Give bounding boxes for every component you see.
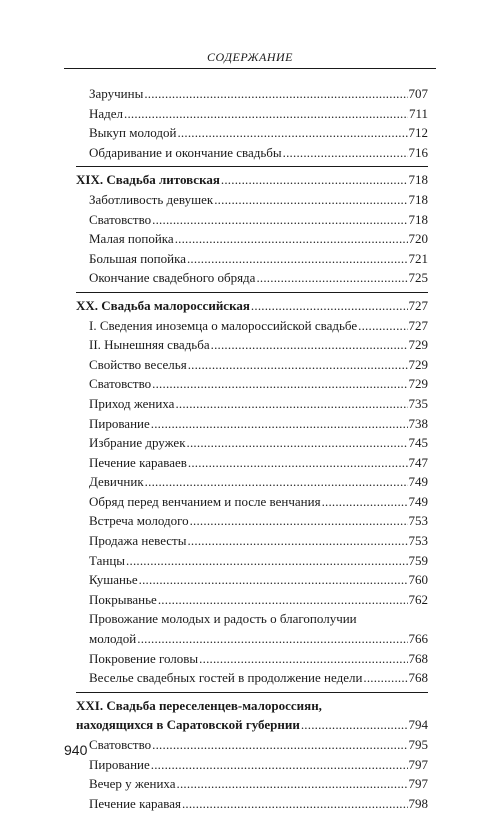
- toc-entry-page: 797: [408, 756, 428, 772]
- toc-entry-page: 738: [408, 415, 428, 431]
- toc-entry-page: 729: [408, 356, 428, 372]
- toc-entry[interactable]: [76, 668, 428, 688]
- toc-entry-title: Обдаривание и окончание свадьбы: [89, 144, 282, 160]
- section-divider: [76, 692, 428, 693]
- toc-entry[interactable]: [76, 453, 428, 473]
- toc-entry[interactable]: [76, 210, 428, 230]
- toc-entry-page: 745: [408, 435, 428, 451]
- toc-entry-title: Приход жениха: [89, 395, 175, 411]
- toc-entry[interactable]: [76, 104, 428, 124]
- toc-entry[interactable]: [76, 629, 428, 649]
- toc-entry[interactable]: [76, 229, 428, 249]
- toc-leader: [358, 316, 407, 336]
- toc-leader: [145, 472, 408, 492]
- toc-entry-title: Надел: [89, 105, 124, 121]
- toc-entry[interactable]: [76, 649, 428, 669]
- toc-entry-page: 768: [408, 670, 428, 686]
- toc-entry-title: Покровение головы: [89, 650, 199, 666]
- toc-entry-title: Сватовство: [89, 211, 152, 227]
- toc-entry[interactable]: [76, 735, 428, 755]
- toc-entry[interactable]: [76, 774, 428, 794]
- toc-leader: [188, 355, 408, 375]
- toc-entry-page: 760: [408, 572, 428, 588]
- toc-entry-title: Вечер у жениха: [89, 776, 176, 792]
- toc-section-title: находящихся в Саратовской губернии: [76, 717, 300, 733]
- toc-entry-page: 729: [408, 337, 428, 353]
- toc-leader: [175, 394, 407, 414]
- toc-entry-title: Продажа невесты: [89, 533, 187, 549]
- toc-section-title: XX. Свадьба малороссийская: [76, 297, 250, 313]
- section-divider: [76, 292, 428, 293]
- toc-entry-page: 735: [408, 395, 428, 411]
- toc-entry-title: Заботливость девушек: [89, 191, 214, 207]
- toc-leader: [152, 735, 407, 755]
- toc-entry-title: Избрание дружек: [89, 435, 186, 451]
- toc-entry[interactable]: [76, 433, 428, 453]
- toc-entry-title: Обряд перед венчанием и после венчания: [89, 493, 321, 509]
- header-rule: [64, 68, 436, 69]
- toc-entry-title: Пирование: [89, 415, 150, 431]
- toc-leader: [221, 170, 408, 190]
- toc-entry-page: 766: [408, 631, 428, 647]
- toc-leader: [177, 774, 408, 794]
- toc-entry-title: Заручины: [89, 86, 144, 101]
- toc-leader: [182, 794, 408, 813]
- toc-leader: [301, 715, 408, 735]
- toc-section-title: XIX. Свадьба литовская: [76, 172, 220, 188]
- toc-leader: [124, 104, 408, 124]
- toc-section-title-line[interactable]: XXI. Свадьба переселенцев-малороссиян,: [76, 697, 322, 713]
- toc-entry[interactable]: [76, 355, 428, 375]
- toc-entry-page: 721: [408, 250, 428, 266]
- toc-leader: [322, 492, 408, 512]
- table-of-contents: [76, 84, 428, 813]
- toc-entry-page: 749: [408, 474, 428, 490]
- toc-leader: [283, 143, 408, 163]
- toc-leader: [137, 629, 407, 649]
- toc-entry-page: 747: [408, 454, 428, 470]
- toc-section-page: 794: [408, 717, 428, 733]
- toc-entry[interactable]: [76, 143, 428, 163]
- toc-entry-title: Свойство веселья: [89, 356, 187, 372]
- toc-entry-title: Печение караваев: [89, 454, 187, 470]
- toc-section-page: 718: [408, 172, 428, 188]
- toc-leader: [199, 649, 407, 669]
- toc-leader: [363, 668, 407, 688]
- toc-leader: [151, 755, 408, 775]
- toc-entry[interactable]: [76, 590, 428, 610]
- toc-entry-title: Сватовство: [89, 737, 152, 752]
- toc-entry-page: 720: [408, 231, 428, 247]
- toc-entry[interactable]: [76, 755, 428, 775]
- toc-entry-title: молодой: [89, 631, 137, 647]
- toc-entry-page: 768: [408, 650, 428, 666]
- toc-entry[interactable]: [76, 394, 428, 414]
- toc-entry-title: Веселье свадебных гостей в продолжение недели: [89, 670, 363, 686]
- section-divider: [76, 166, 428, 167]
- toc-entry[interactable]: [76, 190, 428, 210]
- toc-leader: [187, 531, 407, 551]
- toc-entry-page: 716: [408, 144, 428, 160]
- toc-entry-page: 718: [408, 191, 428, 207]
- toc-entry-title: Выкуп молодой: [89, 125, 177, 141]
- running-header: СОДЕРЖАНИЕ: [206, 50, 294, 64]
- toc-entry[interactable]: [76, 84, 428, 104]
- toc-entry-page: 753: [408, 513, 428, 529]
- toc-entry[interactable]: [76, 794, 428, 813]
- toc-entry[interactable]: [76, 492, 428, 512]
- toc-entry-title: Печение каравая: [89, 795, 181, 811]
- toc-entry[interactable]: [76, 414, 428, 434]
- toc-entry-title: Большая попойка: [89, 250, 186, 266]
- toc-section-heading[interactable]: [76, 296, 428, 316]
- toc-entry-page: 727: [408, 317, 428, 333]
- toc-entry-page: 762: [408, 591, 428, 607]
- toc-entry-page: 759: [408, 552, 428, 568]
- toc-leader: [158, 590, 408, 610]
- toc-entry-page: 795: [408, 737, 428, 752]
- toc-leader: [211, 335, 408, 355]
- toc-leader: [177, 123, 407, 143]
- toc-entry[interactable]: [76, 268, 428, 288]
- page-number: 940: [64, 742, 88, 758]
- toc-leader: [144, 84, 407, 104]
- toc-entry-title: Девичник: [89, 474, 144, 490]
- toc-leader: [188, 453, 408, 473]
- toc-entry[interactable]: [76, 316, 428, 336]
- toc-leader: [175, 229, 408, 249]
- toc-entry[interactable]: [76, 472, 428, 492]
- toc-entry-page: 711: [408, 105, 428, 121]
- toc-entry[interactable]: [76, 551, 428, 571]
- toc-entry[interactable]: [76, 335, 428, 355]
- toc-entry-title: Пирование: [89, 756, 150, 772]
- toc-entry[interactable]: [76, 531, 428, 551]
- toc-entry[interactable]: [76, 511, 428, 531]
- toc-entry-page: 725: [408, 270, 428, 286]
- toc-leader: [152, 374, 407, 394]
- toc-entry-title: Встреча молодого: [89, 513, 189, 529]
- toc-entry-title: Малая попойка: [89, 231, 174, 247]
- toc-entry[interactable]: [76, 374, 428, 394]
- toc-section-heading[interactable]: [76, 170, 428, 190]
- toc-entry-title-line[interactable]: Провожание молодых и радость о благополучии: [89, 611, 357, 627]
- toc-entry-page: 798: [408, 795, 428, 811]
- toc-leader: [251, 296, 408, 316]
- toc-entry-page: 707: [408, 86, 428, 101]
- toc-entry-page: 797: [408, 776, 428, 792]
- toc-entry-title: I. Сведения иноземца о малороссийской свадьбе: [89, 317, 358, 333]
- toc-leader: [256, 268, 407, 288]
- toc-entry-title: Кушанье: [89, 572, 138, 588]
- toc-leader: [152, 210, 407, 230]
- toc-entry-page: 718: [408, 211, 428, 227]
- toc-entry-title: Сватовство: [89, 376, 152, 392]
- toc-section-heading[interactable]: [76, 715, 428, 735]
- toc-entry[interactable]: [76, 570, 428, 590]
- toc-entry-page: 749: [408, 493, 428, 509]
- toc-section-page: 727: [408, 297, 428, 313]
- toc-entry-title: Покрыванье: [89, 591, 157, 607]
- toc-entry[interactable]: [76, 123, 428, 143]
- toc-entry-title: II. Нынешняя свадьба: [89, 337, 210, 353]
- toc-entry-title: Танцы: [89, 552, 126, 568]
- toc-leader: [126, 551, 407, 571]
- toc-leader: [214, 190, 407, 210]
- toc-entry-title: Окончание свадебного обряда: [89, 270, 256, 286]
- toc-leader: [139, 570, 408, 590]
- toc-entry-page: 753: [408, 533, 428, 549]
- toc-leader: [151, 414, 408, 434]
- toc-entry[interactable]: [76, 249, 428, 269]
- toc-leader: [190, 511, 408, 531]
- toc-entry-page: 712: [408, 125, 428, 141]
- toc-entry-page: 729: [408, 376, 428, 392]
- toc-leader: [187, 433, 408, 453]
- toc-leader: [187, 249, 408, 269]
